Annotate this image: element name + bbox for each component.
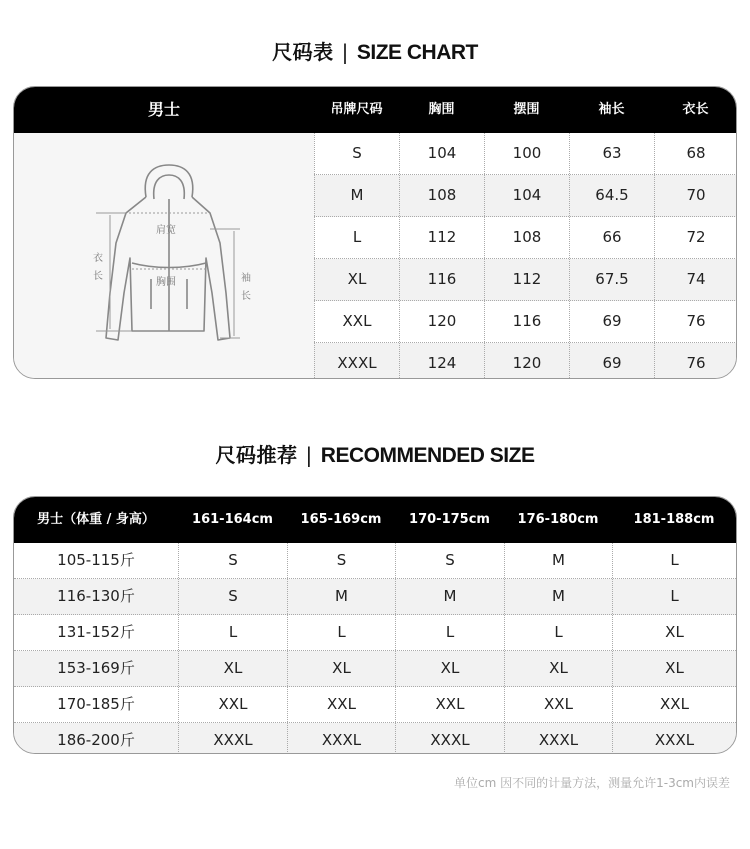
recommend-title-en: RECOMMENDED SIZE [320,444,535,467]
title-separator: | [341,40,349,64]
table-cell: XXL [178,687,287,722]
header-height-range: 170-175cm [409,512,490,527]
table-cell: S [314,133,399,174]
weight-cell: 116-130斤 [57,587,135,605]
table-cell: S [287,543,395,578]
table-row [14,579,736,615]
jacket-figure-area [14,133,314,379]
length-label-1: 衣 [93,253,103,264]
table-row [314,343,737,379]
table-row [314,259,737,301]
table-cell: XXL [287,687,395,722]
table-cell: XXL [395,687,504,722]
table-cell: XL [504,651,612,686]
table-row [14,651,736,687]
weight-cell: 153-169斤 [57,659,135,677]
table-cell: 116 [399,259,484,300]
table-cell: 74 [654,259,737,300]
table-cell: 116 [484,301,569,342]
header-weight-height: 男士（体重 / 身高） [37,512,155,527]
header-length: 衣长 [682,102,709,117]
table-cell: XXXL [178,723,287,754]
table-row [14,543,736,579]
weight-cell: 105-115斤 [57,551,135,569]
table-cell: S [395,543,504,578]
table-row [314,217,737,259]
size-chart-body [314,133,737,379]
recommend-title [0,439,750,468]
table-cell: L [314,217,399,258]
header-men: 男士 [147,100,180,119]
table-cell: XL [287,651,395,686]
table-row [314,133,737,175]
header-tag-size: 吊牌尺码 [330,102,383,117]
table-cell: 104 [399,133,484,174]
table-cell: 120 [484,343,569,379]
table-cell: 124 [399,343,484,379]
table-cell: 120 [399,301,484,342]
table-cell: 76 [654,301,737,342]
table-cell: XXXL [395,723,504,754]
header-height-range: 176-180cm [517,512,599,527]
recommend-title-cn: 尺码推荐 [215,443,298,467]
table-cell: S [178,579,287,614]
table-cell: 67.5 [569,259,654,300]
size-chart-title-cn: 尺码表 [272,40,334,64]
table-row [314,301,737,343]
header-sleeve: 袖长 [598,102,625,117]
weight-cell: 186-200斤 [57,731,135,749]
chest-label: 胸围 [156,277,176,288]
shoulder-label: 肩宽 [156,225,176,236]
title-separator: | [305,443,313,467]
table-cell: 108 [484,217,569,258]
table-cell: M [314,175,399,216]
table-cell: XL [612,651,736,686]
recommend-body [14,543,736,754]
table-cell: XXL [314,301,399,342]
header-height-range: 165-169cm [300,512,382,527]
header-hem: 摆围 [513,102,540,117]
size-chart-title-en: SIZE CHART [356,41,478,64]
measurement-footnote: 单位cm 因不同的计量方法，测量允许1-3cm内误差 [454,776,730,790]
table-cell: 112 [399,217,484,258]
header-height-range: 181-188cm [633,512,715,527]
header-chest: 胸围 [428,102,455,117]
table-cell: 100 [484,133,569,174]
recommend-header [14,497,736,543]
table-cell: M [395,579,504,614]
table-cell: 69 [569,343,654,379]
table-cell: 112 [484,259,569,300]
jacket-diagram [14,133,314,379]
table-cell: 76 [654,343,737,379]
sleeve-label-2: 长 [241,291,251,302]
table-cell: M [504,543,612,578]
table-row [314,175,737,217]
table-row [14,723,736,754]
table-cell: 72 [654,217,737,258]
table-cell: L [504,615,612,650]
recommend-table [13,496,737,754]
table-cell: L [287,615,395,650]
table-cell: XXXL [287,723,395,754]
table-cell: XXXL [314,343,399,379]
table-row [14,615,736,651]
table-cell: L [612,543,736,578]
table-row [14,687,736,723]
table-cell: L [395,615,504,650]
size-chart-table [13,86,737,379]
table-cell: S [178,543,287,578]
table-cell: XL [178,651,287,686]
table-cell: 69 [569,301,654,342]
table-cell: 64.5 [569,175,654,216]
table-cell: XXXL [504,723,612,754]
table-cell: M [287,579,395,614]
table-cell: L [612,579,736,614]
table-cell: 68 [654,133,737,174]
table-cell: 66 [569,217,654,258]
table-cell: L [178,615,287,650]
table-cell: XXL [504,687,612,722]
length-label-2: 长 [93,271,103,282]
weight-cell: 170-185斤 [57,695,135,713]
table-cell: 108 [399,175,484,216]
table-cell: M [504,579,612,614]
table-cell: 63 [569,133,654,174]
sleeve-label-1: 袖 [241,273,251,284]
table-cell: XL [395,651,504,686]
size-chart-header [14,87,736,133]
table-cell: XXXL [612,723,736,754]
table-cell: XL [314,259,399,300]
table-cell: 104 [484,175,569,216]
table-cell: XXL [612,687,736,722]
size-chart-title [0,36,750,65]
weight-cell: 131-152斤 [57,623,135,641]
table-cell: 70 [654,175,737,216]
header-height-range: 161-164cm [192,512,273,527]
jacket-hood [145,165,193,197]
table-cell: XL [612,615,736,650]
